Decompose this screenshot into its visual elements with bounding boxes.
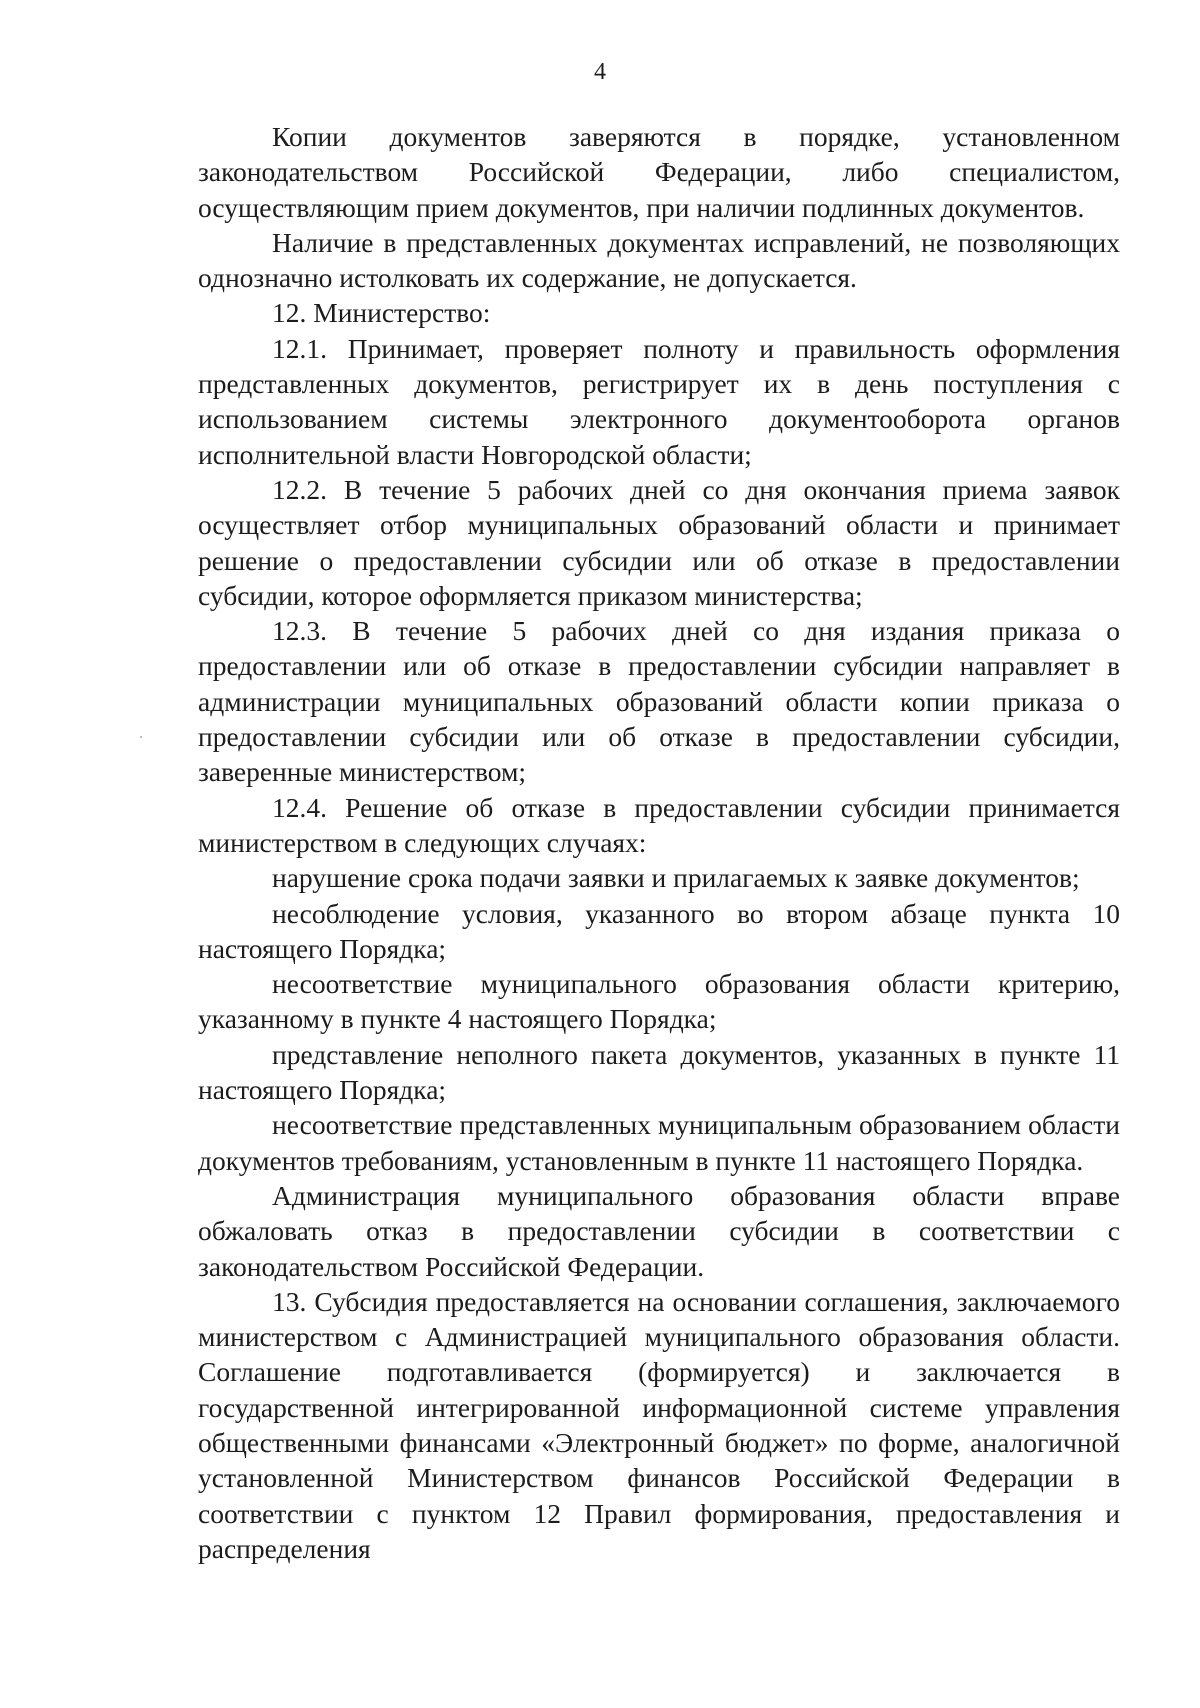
paragraph-corrections-not-allowed: Наличие в представленных документах исправлений, не позволяющих однозначно истолковать их содержание, не допускается.: [198, 226, 1120, 294]
paragraph-12-1: 12.1. Принимает, проверяет полноту и правильность оформления представленных документов, регистрирует их в день поступления с использованием системы электронного документооборота органов исполнительной власти Новгородской области;: [198, 332, 1120, 470]
scan-artifact: [140, 736, 142, 738]
paragraph-12-3: 12.3. В течение 5 рабочих дней со дня издания приказа о предоставлении или об отказе в предоставлении субсидии направляет в администрации муниципальных образований области копии приказа о предоставлении субсидии или об отказе в предоставлении субсидии, заверенные министерством;: [198, 615, 1120, 788]
paragraph-12-4: 12.4. Решение об отказе в предоставлении субсидии принимается министерством в следующих случаях:: [198, 791, 1120, 858]
refusal-reason-requirements: несоответствие представленных муниципальным образованием области документов требованиям, установленным в пункте 11 настоящего Порядка.: [198, 1109, 1120, 1176]
page-number: 4: [594, 59, 606, 85]
paragraph-appeal-right: Администрация муниципального образования области вправе обжаловать отказ в предоставлении субсидии в соответствии с законодательством Российской Федерации.: [198, 1179, 1120, 1282]
paragraph-12-2: 12.2. В течение 5 рабочих дней со дня окончания приема заявок осуществляет отбор муниципальных образований области и принимает решение о предоставлении субсидии или об отказе в предоставлении субсидии, которое оформляется приказом министерства;: [198, 473, 1120, 611]
refusal-reason-condition: несоблюдение условия, указанного во втором абзаце пункта 10 настоящего Порядка;: [198, 897, 1120, 964]
document-body: [198, 119, 1120, 1566]
refusal-reason-deadline: нарушение срока подачи заявки и прилагаемых к заявке документов;: [272, 862, 1080, 894]
refusal-reason-criterion: несоответствие муниципального образования области критерию, указанному в пункте 4 настоящего Порядка;: [198, 968, 1120, 1035]
paragraph-12-ministry: 12. Министерство:: [272, 297, 491, 329]
paragraph-13-agreement: 13. Субсидия предоставляется на основании соглашения, заключаемого министерством с Администрацией муниципального образования области. Соглашение подготавливается (формируется) и заключается в государственной интегрированной информационной системе управления общественными финансами «Электронный бюджет» по форме, аналогичной установленной Министерством финансов Российской Федерации в соответствии с пунктом 12 Правил формирования, предоставления и распределения: [198, 1285, 1120, 1564]
paragraph-copies-certification: Копии документов заверяются в порядке, установленном законодательством Российской Федерации, либо специалистом, осуществляющим прием документов, при наличии подлинных документов.: [198, 121, 1120, 223]
refusal-reason-incomplete-package: представление неполного пакета документов, указанных в пункте 11 настоящего Порядка;: [198, 1038, 1120, 1106]
